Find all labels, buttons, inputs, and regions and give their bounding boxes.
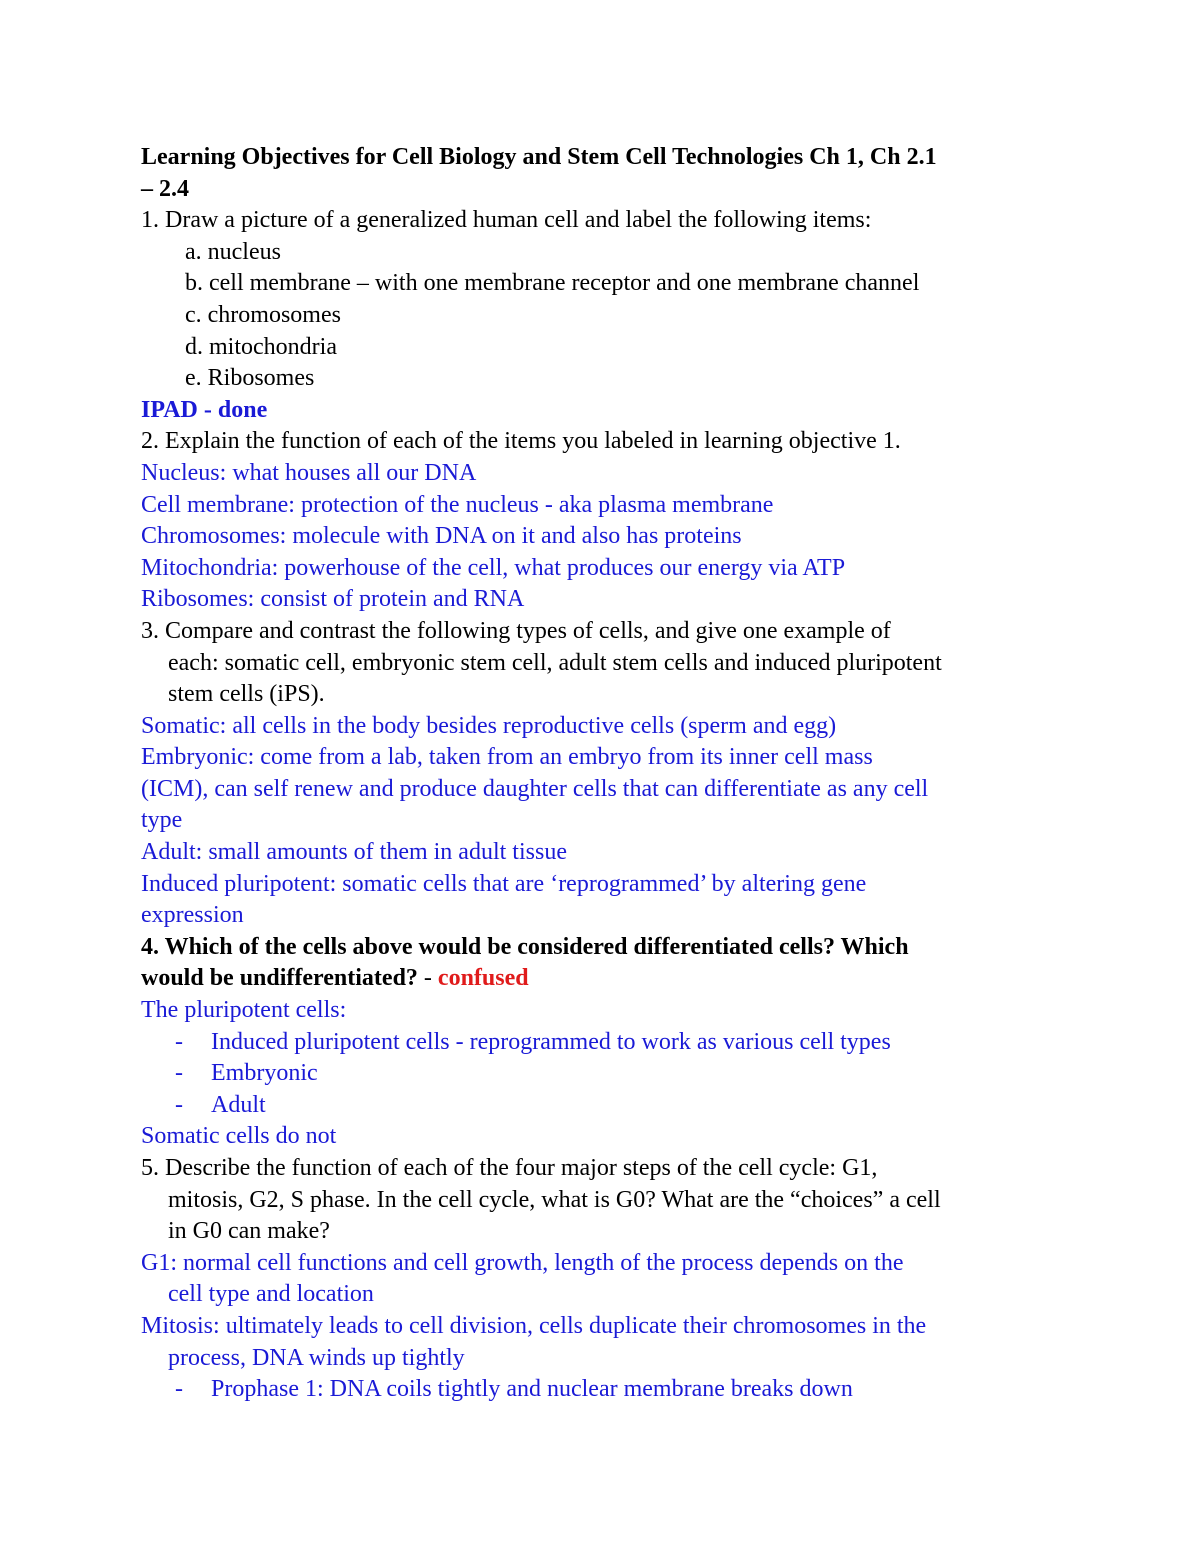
dash-bullet-icon: - <box>175 1091 183 1118</box>
q2-answer-ribosomes: Ribosomes: consist of protein and RNA <box>141 586 525 613</box>
q1-item-d: d. mitochondria <box>185 333 337 360</box>
q4-answer-intro: The pluripotent cells: <box>141 997 347 1024</box>
q5-answer-mitosis-line-2: process, DNA winds up tightly <box>168 1344 465 1371</box>
q4-note-confused: confused <box>437 965 529 992</box>
document-page <box>141 142 1071 1406</box>
q1-item-a: a. nucleus <box>185 238 281 265</box>
q2-answer-cell-membrane: Cell membrane: protection of the nucleus - aka plasma membrane <box>141 491 774 518</box>
question-4-line-2-text: would be undifferentiated? <box>141 965 418 992</box>
q2-answer-chromosomes: Chromosomes: molecule with DNA on it and also has proteins <box>141 523 742 550</box>
q4-answer-outro: Somatic cells do not <box>141 1123 337 1150</box>
q5-bullet-text: Prophase 1: DNA coils tightly and nuclear membrane breaks down <box>211 1376 853 1403</box>
q4-bullet-text: Embryonic <box>211 1060 318 1087</box>
question-5-line-3: in G0 can make? <box>168 1218 330 1245</box>
question-1: 1. Draw a picture of a generalized human cell and label the following items: <box>141 207 872 234</box>
q5-answer-g1-line-2: cell type and location <box>168 1281 374 1308</box>
question-3-line-1: 3. Compare and contrast the following types of cells, and give one example of <box>141 617 891 644</box>
dash-bullet-icon: - <box>175 1060 183 1087</box>
q4-bullet-adult <box>141 1090 1071 1122</box>
q4-bullet-embryonic <box>141 1058 1071 1090</box>
q5-bullet-prophase <box>141 1374 1071 1406</box>
q4-bullet-text: Induced pluripotent cells - reprogrammed to work as various cell types <box>211 1028 891 1055</box>
dash-bullet-icon: - <box>175 1376 183 1403</box>
q3-answer-induced-line-1: Induced pluripotent: somatic cells that are ‘reprogrammed’ by altering gene <box>141 870 867 897</box>
document-title-line-1: Learning Objectives for Cell Biology and Stem Cell Technologies Ch 1, Ch 2.1 <box>141 144 937 170</box>
question-3-line-3: stem cells (iPS). <box>168 681 325 708</box>
q1-item-c: c. chromosomes <box>185 301 341 328</box>
question-4-separator: - <box>417 965 438 992</box>
q1-answer: IPAD - done <box>141 396 268 423</box>
q5-answer-mitosis-line-1: Mitosis: ultimately leads to cell division, cells duplicate their chromosomes in the <box>141 1312 927 1339</box>
question-5-line-2: mitosis, G2, S phase. In the cell cycle, what is G0? What are the “choices” a cell <box>168 1186 941 1213</box>
q2-answer-nucleus: Nucleus: what houses all our DNA <box>141 459 477 486</box>
question-4-line-2 <box>141 963 1071 995</box>
q3-answer-embryonic-line-3: type <box>141 807 183 834</box>
q4-bullet-text: Adult <box>211 1091 266 1118</box>
q3-answer-induced-line-2: expression <box>141 902 244 929</box>
q4-bullet-induced <box>141 1027 1071 1059</box>
question-2: 2. Explain the function of each of the items you labeled in learning objective 1. <box>141 428 901 455</box>
q3-answer-embryonic-line-2: (ICM), can self renew and produce daughter cells that can differentiate as any cell <box>141 775 929 802</box>
q3-answer-adult: Adult: small amounts of them in adult tissue <box>141 839 567 866</box>
question-5-line-1: 5. Describe the function of each of the four major steps of the cell cycle: G1, <box>141 1155 878 1181</box>
q3-answer-somatic: Somatic: all cells in the body besides reproductive cells (sperm and egg) <box>141 712 837 739</box>
question-3-line-2: each: somatic cell, embryonic stem cell, adult stem cells and induced pluripotent <box>168 649 942 676</box>
document-title-line-2: – 2.4 <box>141 175 189 202</box>
q3-answer-embryonic-line-1: Embryonic: come from a lab, taken from an embryo from its inner cell mass <box>141 744 873 771</box>
q1-item-b: b. cell membrane – with one membrane receptor and one membrane channel <box>185 270 920 297</box>
question-4-line-1: 4. Which of the cells above would be considered differentiated cells? Which <box>141 933 909 960</box>
q1-item-e: e. Ribosomes <box>185 365 315 392</box>
q5-answer-g1-line-1: G1: normal cell functions and cell growth, length of the process depends on the <box>141 1249 904 1276</box>
dash-bullet-icon: - <box>175 1028 183 1055</box>
q2-answer-mitochondria: Mitochondria: powerhouse of the cell, what produces our energy via ATP <box>141 554 846 581</box>
